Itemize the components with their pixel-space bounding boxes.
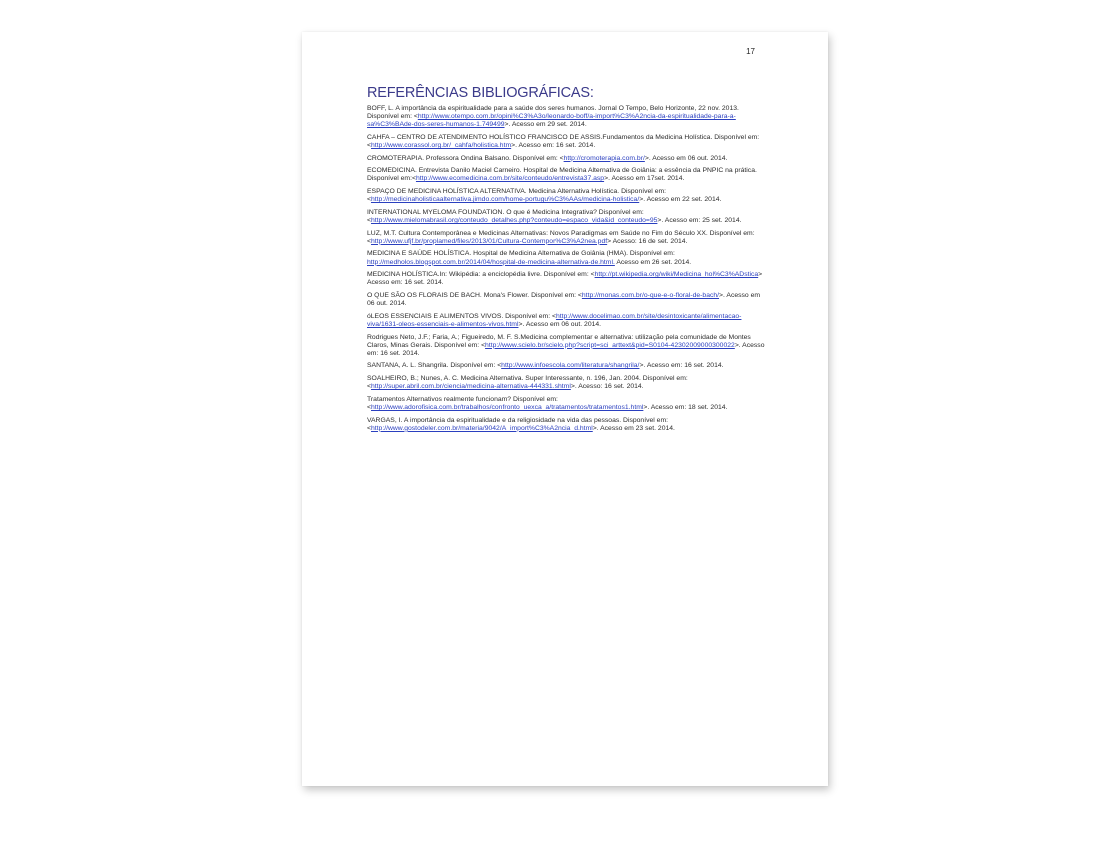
reference-link[interactable]: http://www.gostodeler.com.br/materia/9042/A_import%C3%A2ncia_d.html: [370, 424, 593, 432]
reference-entry: MEDICINA HOLÍSTICA.In: Wikipédia: a enciclopédia livre. Disponível em: <http://pt.wikipedia.org/wiki/Medicina_hol%C3%ADstica> Acesso em: 16 set. 2014.: [367, 271, 763, 287]
references-list: [367, 105, 767, 438]
references-heading: REFERÊNCIAS BIBLIOGRÁFICAS:: [367, 85, 594, 101]
reference-entry: Tratamentos Alternativos realmente funcionam? Disponível em: <http://www.adorofisica.com.br/trabalhos/confronto_uexca_a/tratamentos/tratamentos1.html>. Acesso em: 18 set. 2014.: [367, 395, 728, 412]
reference-entry: SANTANA, A. L. Shangrila. Disponível em: <http://www.infoescola.com/literatura/shangrila/>. Acesso em: 16 set. 2014.: [367, 362, 724, 370]
reference-link[interactable]: http://medicinaholisticaalternativa.jimdo.com/home-portugu%C3%AAs/medicina-holistica/: [370, 196, 640, 204]
reference-entry: CAHFA – CENTRO DE ATENDIMENTO HOLÍSTICO FRANCISCO DE ASSIS.Fundamentos da Medicina Holística. Disponível em: <http://www.corassol.org.br/_cahfa/holistica.htm>. Acesso em: 16 set. 2014.: [367, 133, 760, 149]
reference-entry: SOALHEIRO, B.; Nunes, A. C. Medicina Alternativa. Super Interessante, n. 196, Jan. 2004. Disponível em: <http://super.abril.com.br/ciencia/medicina-alternativa-444331.shtml>. Acesso: 16 set. 2014.: [367, 375, 688, 391]
page-number: 17: [746, 47, 755, 56]
reference-link[interactable]: http://www.ecomedicina.com.br/site/conteudo/entrevista37.asp: [415, 175, 605, 183]
reference-link[interactable]: http://www.otempo.com.br/opini%C3%A3o/leonardo-boff/a-import%C3%A2ncia-da-espiritualidade-para-a-sa%C3%BAde-dos-seres-humanos-1.749499: [367, 113, 736, 129]
reference-entry: MEDICINA E SAÚDE HOLÍSTICA. Hospital de Medicina Alternativa de Goiânia (HMA). Disponível em: http://medholos.blogspot.com.br/2014/04/hospital-de-medicina-alternativa-de.html. Acesso em 26 set. 2014.: [367, 250, 692, 266]
reference-entry: ESPAÇO DE MEDICINA HOLÍSTICA ALTERNATIVA. Medicina Alternativa Holística. Disponível em: <http://medicinaholisticaalternativa.jimdo.com/home-portugu%C3%AAs/medicina-holistica/>. Acesso em 22 set. 2014.: [367, 188, 722, 204]
reference-entry: VARGAS, I. A importância da espiritualidade e da religiosidade na vida das pessoas. Disponível em:<http://www.gostodeler.com.br/materia/9042/A_import%C3%A2ncia_d.html>. Acesso em 23 set. 2014.: [367, 416, 675, 432]
reference-link[interactable]: http://www.docelimao.com.br/site/desintoxicante/alimentacao-viva/1631-oleos-essenciais-e-alimentos-vivos.html: [367, 312, 742, 328]
reference-link[interactable]: http://www.mielomabrasil.org/conteudo_detalhes.php?conteudo=espaco_vida&id_conteudo=95: [370, 217, 658, 224]
reference-entry: LUZ, M.T. Cultura Contemporânea e Medicinas Alternativas: Novos Paradigmas em Saúde no Fim do Século XX. Disponível em: <http://www.ufjf.br/proplamed/files/2013/01/Cultura-Contempor%C3%A2nea.pdf> Acesso: 16 de set. 2014.: [367, 229, 755, 245]
reference-link[interactable]: http://monas.com.br/o-que-e-o-floral-de-bach/: [581, 292, 720, 300]
reference-link[interactable]: http://medholos.blogspot.com.br/2014/04/hospital-de-medicina-alternativa-de.html.: [367, 258, 615, 266]
reference-link[interactable]: http://www.infoescola.com/literatura/shangrila/: [501, 362, 640, 370]
reference-entry: óLEOS ESSENCIAIS E ALIMENTOS VIVOS. Disponível em: <http://www.docelimao.com.br/site/desintoxicante/alimentacao-viva/1631-oleos-essenciais-e-alimentos-vivos.html>. Acesso em 06 out. 2014.: [367, 312, 742, 328]
reference-entry: CROMOTERAPIA. Professora Ondina Balsano. Disponível em: <http://cromoterapia.com.br/>. Acesso em 06 out. 2014.: [367, 154, 728, 162]
reference-entry: INTERNATIONAL MYELOMA FOUNDATION. O que é Medicina Integrativa? Disponível em: <http://www.mielomabrasil.org/conteudo_detalhes.php?conteudo=espaco_vida&id_conteudo=95>. Acesso em: 25 set. 2014.: [367, 208, 742, 224]
reference-entry: Rodrigues Neto, J.F.; Faria, A.; Figueiredo, M. F. S.Medicina complementar e alternativa: utilização pela comunidade de Montes Claros, Minas Gerais. Disponível em: <http://www.scielo.br/scielo.php?script=sci_arttext&pid=S0104-42302009000300022>. Acesso em: 16 set. 2014.: [367, 333, 765, 357]
reference-entry: O QUE SÃO OS FLORAIS DE BACH. Mona's Flower. Disponível em: <http://monas.com.br/o-que-e-o-floral-de-bach/>. Acesso em 06 out. 2014.: [367, 292, 761, 308]
document-page: [302, 32, 828, 786]
reference-link[interactable]: http://www.scielo.br/scielo.php?script=sci_arttext&pid=S0104-42302009000300022: [485, 341, 735, 349]
reference-link[interactable]: http://www.corassol.org.br/_cahfa/holistica.htm: [370, 141, 512, 149]
reference-entry: BOFF, L. A importância da espiritualidade para a saúde dos seres humanos. Jornal O Tempo, Belo Horizonte, 22 nov. 2013. Disponível em: <http://www.otempo.com.br/opini%C3%A3o/leonardo-boff/a-import%C3%A2ncia-da-espiritualidade-para-a-sa%C3%BAde-dos-seres-humanos-1.749499>. Acesso em 29 set. 2014.: [367, 105, 739, 129]
reference-link[interactable]: http://www.ufjf.br/proplamed/files/2013/01/Cultura-Contempor%C3%A2nea.pdf: [370, 237, 608, 245]
reference-link[interactable]: http://pt.wikipedia.org/wiki/Medicina_hol%C3%ADstica: [594, 271, 759, 279]
reference-link[interactable]: http://www.adorofisica.com.br/trabalhos/confronto_uexca_a/tratamentos/tratamentos1.html: [370, 404, 644, 412]
reference-link[interactable]: http://cromoterapia.com.br/: [563, 154, 645, 162]
reference-link[interactable]: http://super.abril.com.br/ciencia/medicina-alternativa-444331.shtml: [370, 383, 571, 391]
reference-entry: ECOMEDICINA. Entrevista Danilo Maciel Carneiro. Hospital de Medicina Alternativa de Goiânia: a essência da PNPIC na prática. Disponível em:<http://www.ecomedicina.com.br/site/conteudo/entrevista37.asp>. Acesso em 17set. 2014.: [367, 167, 757, 183]
